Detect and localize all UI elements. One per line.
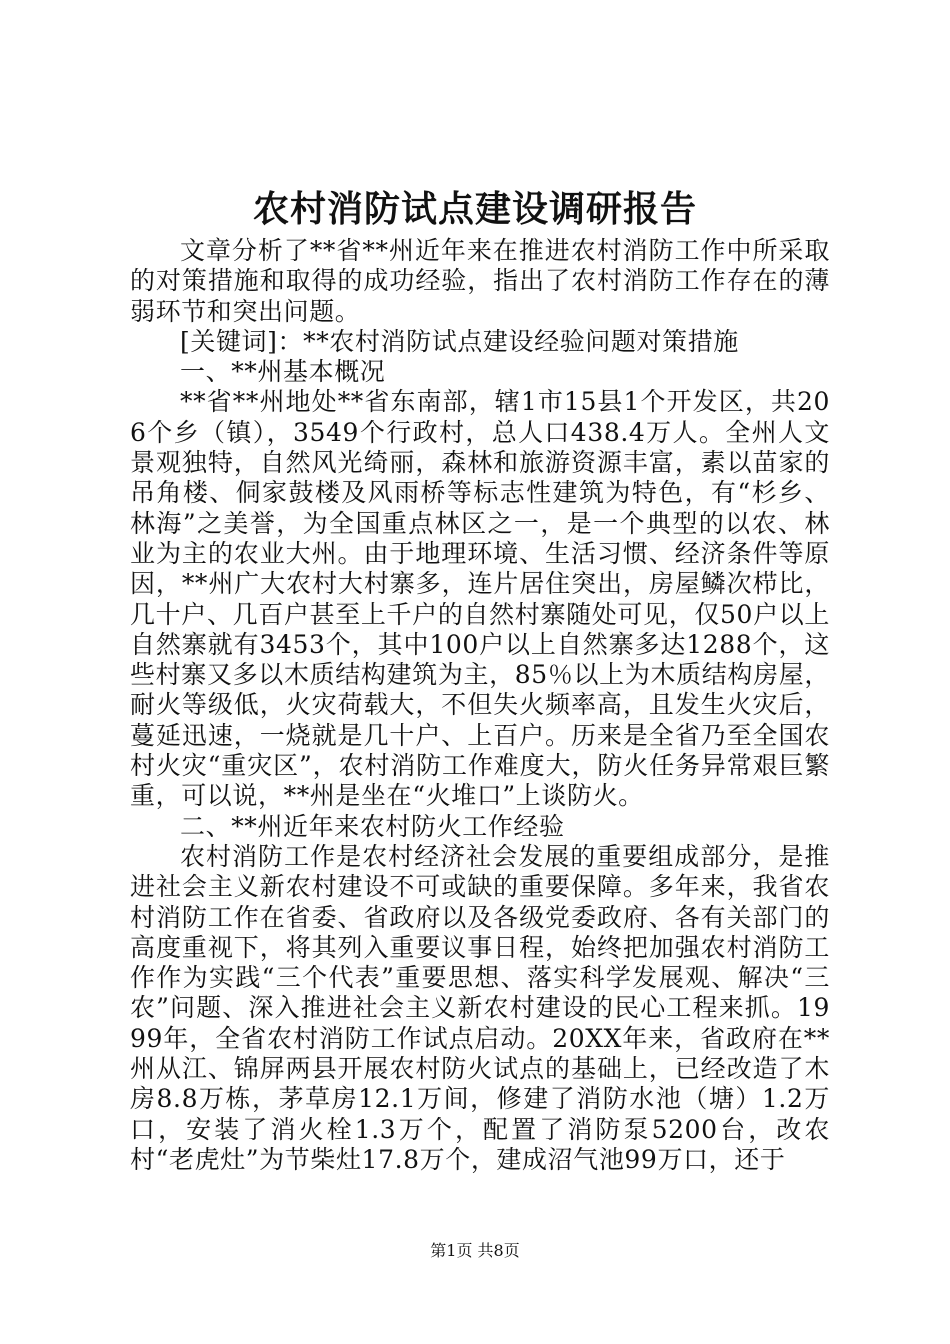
document-title: 农村消防试点建设调研报告 <box>252 188 697 230</box>
abstract-paragraph: 文章分析了**省**州近年来在推进农村消防工作中所采取的对策措施和取得的成功经验，指出了农村消防工作存在的薄弱环节和突出问题。 <box>130 236 830 326</box>
document-body <box>130 236 830 1175</box>
keywords-paragraph: [关键词]：**农村消防试点建设经验问题对策措施 <box>180 326 739 356</box>
page-number-footer: 第1页 共8页 <box>430 1241 520 1260</box>
section-heading-1: 一、**州基本概况 <box>180 357 386 387</box>
body-paragraph: **省**州地处**省东南部，辖1市15县1个开发区，共206个乡（镇），3549个行政村，总人口438.4万人。全州人文景观独特，自然风光绮丽，森林和旅游资源丰富，素以苗家的吊角楼、侗家鼓楼及风雨桥等标志性建筑为特色，有“杉乡、林海”之美誉，为全国重点林区之一，是一个典型的以农、林业为主的农业大州。由于地理环境、生活习惯、经济条件等原因，**州广大农村大村寨多，连片居住突出，房屋鳞次栉比，几十户、几百户甚至上千户的自然村寨随处可见，仅50户以上自然寨就有3453个，其中100户以上自然寨多达1288个，这些村寨又多以木质结构建筑为主，85％以上为木质结构房屋，耐火等级低，火灾荷载大，不但失火频率高，且发生火灾后，蔓延迅速，一烧就是几十户、上百户。历来是全省乃至全国农村火灾“重灾区”，农村消防工作难度大，防火任务异常艰巨繁重，可以说，**州是坐在“火堆口”上谈防火。 <box>130 387 830 811</box>
body-paragraph: 农村消防工作是农村经济社会发展的重要组成部分，是推进社会主义新农村建设不可或缺的重要保障。多年来，我省农村消防工作在省委、省政府以及各级党委政府、各有关部门的高度重视下，将其列入重要议事日程，始终把加强农村消防工作作为实践“三个代表”重要思想、落实科学发展观、解决“三农”问题、深入推进社会主义新农村建设的民心工程来抓。1999年，全省农村消防工作试点启动。20XX年来，省政府在**州从江、锦屏两县开展农村防火试点的基础上，已经改造了木房8.8万栋，茅草房12.1万间，修建了消防水池（塘）1.2万口，安装了消火栓1.3万个，配置了消防泵5200台，改农村“老虎灶”为节柴灶17.8万个，建成沼气池99万口，还于 <box>130 841 830 1174</box>
section-heading-2: 二、**州近年来农村防火工作经验 <box>180 811 565 841</box>
